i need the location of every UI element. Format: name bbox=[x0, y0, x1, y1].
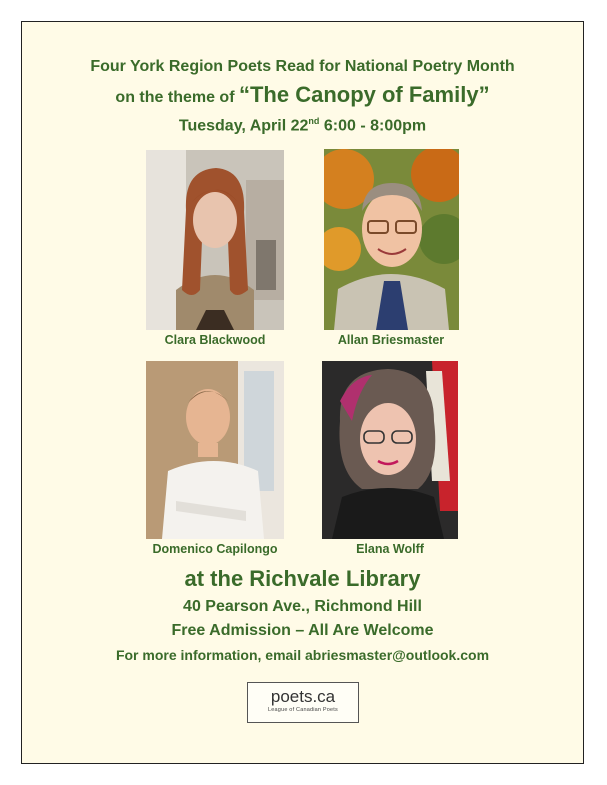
date-ordinal: nd bbox=[308, 116, 320, 126]
event-theme bbox=[22, 82, 583, 108]
poet-name: Clara Blackwood bbox=[164, 333, 266, 347]
contact-info: For more information, email abriesmaster@outlook.com bbox=[115, 647, 490, 663]
poets-ca-logo bbox=[247, 682, 359, 723]
poet-photo-allan bbox=[324, 149, 459, 330]
logo-sub-text: League of Canadian Poets bbox=[268, 707, 338, 713]
poet-name: Domenico Capilongo bbox=[152, 542, 278, 556]
venue-title: at the Richvale Library bbox=[184, 566, 421, 591]
theme-prefix: on the theme of bbox=[115, 89, 239, 106]
poet-name: Elana Wolff bbox=[356, 542, 424, 556]
event-date bbox=[22, 116, 583, 135]
poet-photo-elana bbox=[322, 361, 458, 539]
poet-photo-domenico bbox=[146, 361, 284, 539]
poet-name: Allan Briesmaster bbox=[337, 333, 445, 347]
poet-photo-clara bbox=[146, 150, 284, 330]
event-title: Four York Region Poets Read for National Poetry Month bbox=[90, 58, 515, 75]
admission-text: Free Admission – All Are Welcome bbox=[171, 622, 434, 639]
theme-title: “The Canopy of Family” bbox=[238, 82, 490, 107]
date-time: 6:00 - 8:00pm bbox=[319, 117, 427, 135]
poster bbox=[21, 21, 584, 764]
logo-main-text: poets.ca bbox=[270, 687, 336, 706]
venue-address: 40 Pearson Ave., Richmond Hill bbox=[183, 598, 422, 615]
date-prefix: Tuesday, April 22 bbox=[178, 117, 309, 135]
